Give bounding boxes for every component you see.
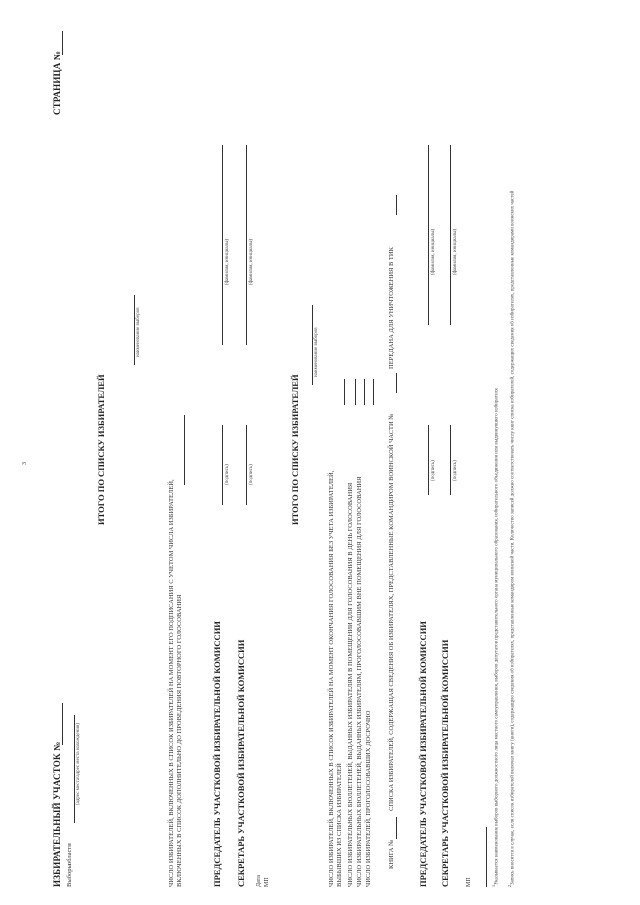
secretary-title-1: СЕКРЕТАРЬ УЧАСТКОВОЙ ИЗБИРАТЕЛЬНОЙ КОМИССИИ: [236, 639, 246, 887]
secretary-sign-caption-1: (подпись): [249, 464, 254, 485]
district-label: ИЗБИРАТЕЛЬНЫЙ УЧАСТОК №: [52, 741, 62, 887]
section2-line-4: ЧИСЛО ИЗБИРАТЕЛЬНЫХ БЮЛЛЕТЕНЕЙ, ВЫДАННЫХ ИЗБИРАТЕЛЯМ, ПРОГОЛОСОВАВШИМ ВНЕ ПОМЕЩЕНИЯ ДЛЯ ГОЛОСОВАНИЯ: [356, 476, 363, 887]
chair-title-2: ПРЕДСЕДАТЕЛЬ УЧАСТКОВОЙ ИЗБИРАТЕЛЬНОЙ КОМИССИИ: [418, 621, 428, 887]
section1-title: ИТОГО ПО СПИСКУ ИЗБИРАТЕЛЕЙ: [96, 374, 106, 525]
region-suffix: области: [66, 843, 73, 865]
footnote-separator: [486, 827, 487, 887]
chair-name-line-2: [428, 145, 429, 325]
section1-election-line: [134, 295, 135, 365]
section2-line-5: ЧИСЛО ИЗБИРАТЕЛЕЙ, ПРОГОЛОСОВАВШИХ ДОСРОЧНО: [365, 710, 372, 887]
chair-sign-caption-2: (подпись): [431, 460, 436, 481]
section1-line-1: ЧИСЛО ИЗБИРАТЕЛЕЙ, ВКЛЮЧЕННЫХ В СПИСОК ИЗБИРАТЕЛЕЙ НА МОМЕНТ ЕГО ПОДПИСАНИЯ С УЧЕТОМ ЧИСЛА ИЗБИРАТЕЛЕЙ,: [168, 479, 175, 887]
section1-count-line: [184, 415, 185, 485]
mp-label-2: МП: [466, 877, 472, 887]
chair-title-1: ПРЕДСЕДАТЕЛЬ УЧАСТКОВОЙ ИЗБИРАТЕЛЬНОЙ КОМИССИИ: [212, 621, 222, 887]
section1-election-caption: наименование выборов: [136, 307, 141, 357]
secretary-name-caption-1: (фамилия, инициалы): [249, 238, 254, 285]
mp-label-1: МП: [264, 877, 270, 887]
secretary-name-caption-2: (фамилия, инициалы): [453, 228, 458, 275]
section2-line-2: ВЫБЫВШИХ ИЗ СПИСКА ИЗБИРАТЕЛЕЙ: [336, 763, 343, 887]
book-tail: ПЕРЕДАНА ДЛЯ УНИЧТОЖЕНИЯ В ТИК: [388, 247, 395, 369]
chair-name-line-1: [222, 145, 223, 345]
chair-sign-line-2: [428, 425, 429, 495]
chair-name-caption-1: (фамилия, инициалы): [225, 238, 230, 285]
page-number: 3: [22, 462, 28, 465]
chair-sign-line-1: [222, 425, 223, 505]
address-caption: (адрес места/адрес места нахождения): [76, 723, 81, 805]
section2-count-line-4: [373, 379, 374, 405]
secretary-sign-line-2: [450, 425, 451, 495]
section2-election-line: [312, 305, 313, 385]
secretary-sign-line-1: [246, 425, 247, 505]
footnote-1-text: Указывается наименование выборов выборного должностного лица местного самоуправления, выборов депутатов представительного органа муниципального образования, избирательного объединения или выдвинувшего избирателя: [494, 388, 500, 885]
date-label: Дата: [256, 875, 262, 887]
chair-sign-caption-1: (подпись): [225, 464, 230, 485]
section2-title: ИТОГО ПО СПИСКУ ИЗБИРАТЕЛЕЙ: [290, 374, 300, 525]
footnote-2: [506, 27, 517, 887]
unit-number-line: [396, 373, 397, 393]
secretary-sign-caption-2: (подпись): [453, 460, 458, 481]
secretary-name-line-1: [246, 145, 247, 345]
footnote-2-text: Запись вносится в случае, если список избирателей включал книгу (книги), содержащую сведения об избирателях, представленные командиром воинской части. Количество записей должно соответствовать числу книг списка избирателей, содержащих сведения об избирателях, представленные командирами воинских частей: [510, 190, 516, 885]
footnote-1: [490, 27, 501, 887]
chair-name-caption-2: (фамилия, инициалы): [431, 228, 436, 275]
section2-count-line-2: [355, 379, 356, 405]
address-line: [74, 715, 75, 823]
section2-count-line-1: [344, 379, 345, 405]
book-label: КНИГА №: [388, 839, 395, 869]
region-label: Выборы: [66, 864, 73, 887]
section2-count-line-3: [364, 379, 365, 405]
section1-line-2: ВКЛЮЧЕННЫХ В СПИСОК ДОПОЛНИТЕЛЬНО ДО ПРОВЕДЕНИЯ ПОВТОРНОГО ГОЛОСОВАНИЯ: [176, 594, 183, 887]
footnote-1-mark: 1: [491, 884, 496, 887]
book-number-line: [396, 817, 397, 839]
secretary-name-line-2: [450, 145, 451, 325]
secretary-title-2: СЕКРЕТАРЬ УЧАСТКОВОЙ ИЗБИРАТЕЛЬНОЙ КОМИССИИ: [440, 639, 450, 887]
tik-line: [396, 195, 397, 215]
footnote-2-mark: 2: [507, 884, 512, 887]
section2-election-caption: наименование выборов: [314, 327, 319, 377]
book-text: СПИСКА ИЗБИРАТЕЛЕЙ, СОДЕРЖАЩАЯ СВЕДЕНИЯ ОБ ИЗБИРАТЕЛЯХ, ПРЕДСТАВЛЕННЫЕ КОМАНДИРОМ ВОИНСКОЙ ЧАСТИ №: [388, 413, 395, 811]
page-label: СТРАНИЦА №: [52, 50, 62, 115]
section2-line-1: ЧИСЛО ИЗБИРАТЕЛЕЙ, ВКЛЮЧЕННЫХ В СПИСОК ИЗБИРАТЕЛЕЙ НА МОМЕНТ ОКОНЧАНИЯ ГОЛОСОВАНИЯ БЕЗ УЧЕТА ИЗБИРАТЕЛЕЙ,: [328, 470, 335, 887]
section2-line-3: ЧИСЛО ИЗБИРАТЕЛЬНЫХ БЮЛЛЕТЕНЕЙ, ВЫДАННЫХ ИЗБИРАТЕЛЯМ В ПОМЕЩЕНИИ ДЛЯ ГОЛОСОВАНИЯ В ДЕНЬ ГОЛОСОВАНИЯ: [347, 482, 354, 887]
page-number-line: [62, 31, 63, 55]
district-number-line: [62, 703, 63, 745]
